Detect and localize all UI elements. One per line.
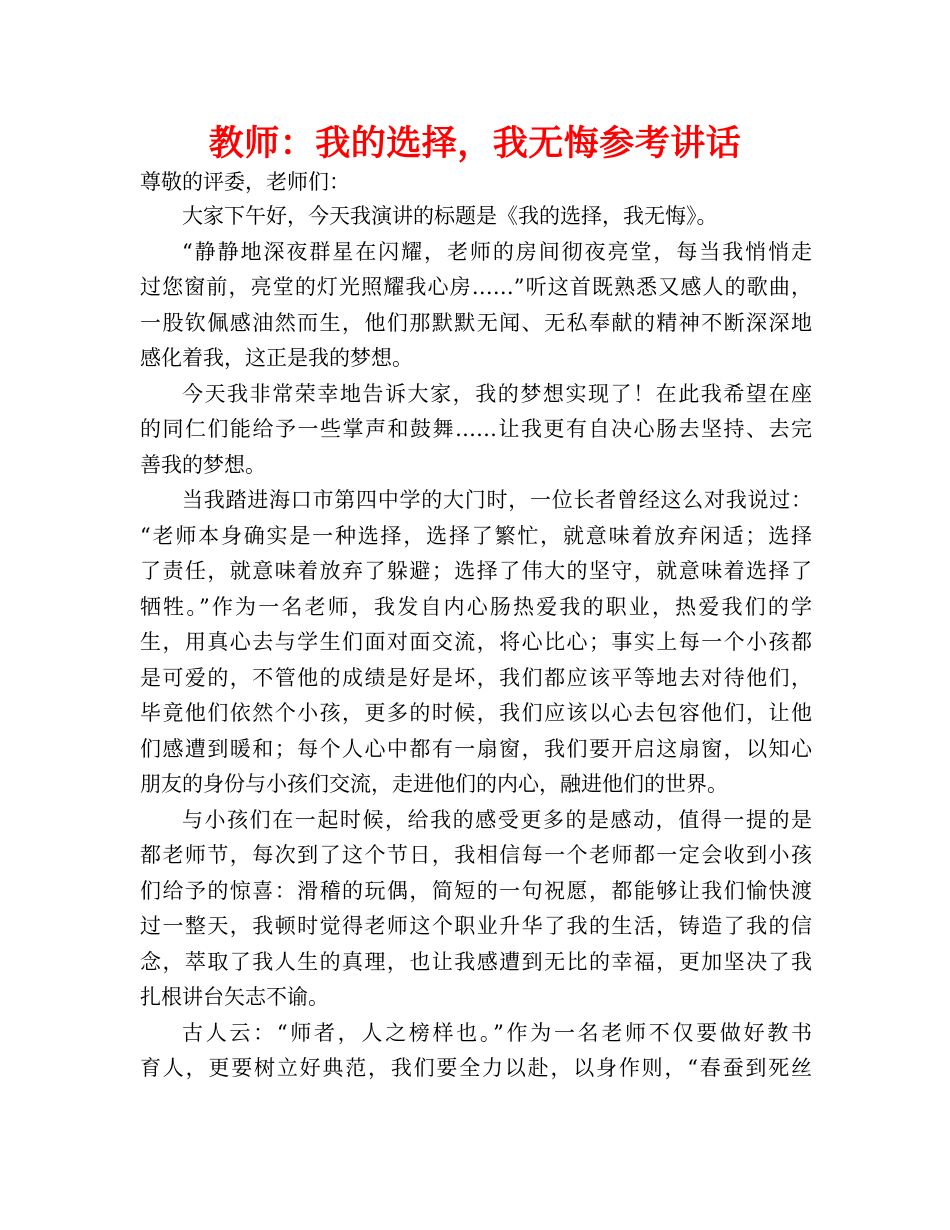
- paragraph-line: 扎根讲台矢志不谕。: [140, 985, 329, 1009]
- paragraph-line: 当我踏进海口市第四中学的大门时，一位长者曾经这么对我说过：: [182, 488, 812, 512]
- paragraph-line: 牺牲。”作为一名老师，我发自内心肠热爱我的职业，热爱我们的学: [140, 594, 812, 619]
- document-body: [140, 165, 812, 1087]
- paragraph-line: 的同仁们能给予一些掌声和鼓舞……让我更有自决心肠去坚持、去完: [140, 417, 812, 441]
- paragraph-line: 生，用真心去与学生们面对面交流，将心比心；事实上每一个小孩都: [140, 630, 812, 654]
- paragraph-line: “老师本身确实是一种选择，选择了繁忙，就意味着放弃闲适；选择: [140, 523, 812, 548]
- paragraph-line: 与小孩们在一起时候，给我的感受更多的是感动，值得一提的是: [182, 807, 812, 832]
- paragraph-line: 育人，更要树立好典范，我们要全力以赴，以身作则，“春蚕到死丝: [140, 1056, 812, 1080]
- paragraph-line: 了责任，就意味着放弃了躲避；选择了伟大的坚守，就意味着选择了: [140, 559, 812, 583]
- paragraph-line: 今天我非常荣幸地告诉大家，我的梦想实现了！在此我希望在座: [182, 381, 812, 406]
- paragraph-line: 毕竟他们依然个小孩，更多的时候，我们应该以心去包容他们，让他: [140, 701, 812, 725]
- paragraph-line: 过您窗前，亮堂的灯光照耀我心房……”听这首既熟悉又感人的歌曲，: [140, 275, 812, 299]
- paragraph-line: 是可爱的，不管他的成绩是好是坏，我们都应该平等地去对待他们，: [140, 665, 812, 690]
- paragraph-line: 朋友的身份与小孩们交流，走进他们的内心，融进他们的世界。: [140, 772, 728, 796]
- paragraph-line: 一股钦佩感油然而生，他们那默默无闻、无私奉献的精神不断深深地: [140, 310, 812, 335]
- paragraph-line: 念，萃取了我人生的真理，也让我感遭到无比的幸福，更加坚决了我: [140, 949, 812, 974]
- paragraph-line: 都老师节，每次到了这个节日，我相信每一个老师都一定会收到小孩: [140, 843, 812, 867]
- paragraph-line: 古人云：“师者，人之榜样也。”作为一名老师不仅要做好教书: [182, 1020, 812, 1045]
- paragraph-line: 善我的梦想。: [140, 452, 266, 477]
- paragraph-line: “静静地深夜群星在闪耀，老师的房间彻夜亮堂，每当我悄悄走: [182, 239, 812, 264]
- paragraph-line: 们给予的惊喜：滑稽的玩偶，简短的一句祝愿，都能够让我们愉快渡: [140, 878, 812, 903]
- paragraph-line: 大家下午好，今天我演讲的标题是《我的选择，我无悔》。: [182, 204, 718, 228]
- document-title: 教师：我的选择，我无悔参考讲话: [208, 124, 742, 164]
- paragraph-line: 过一整天，我顿时觉得老师这个职业升华了我的生活，铸造了我的信: [140, 914, 812, 938]
- greeting-line: 尊敬的评委，老师们：: [140, 170, 350, 194]
- paragraph-line: 们感遭到暖和；每个人心中都有一扇窗，我们要开启这扇窗，以知心: [140, 736, 812, 761]
- paragraph-line: 感化着我，这正是我的梦想。: [140, 346, 413, 370]
